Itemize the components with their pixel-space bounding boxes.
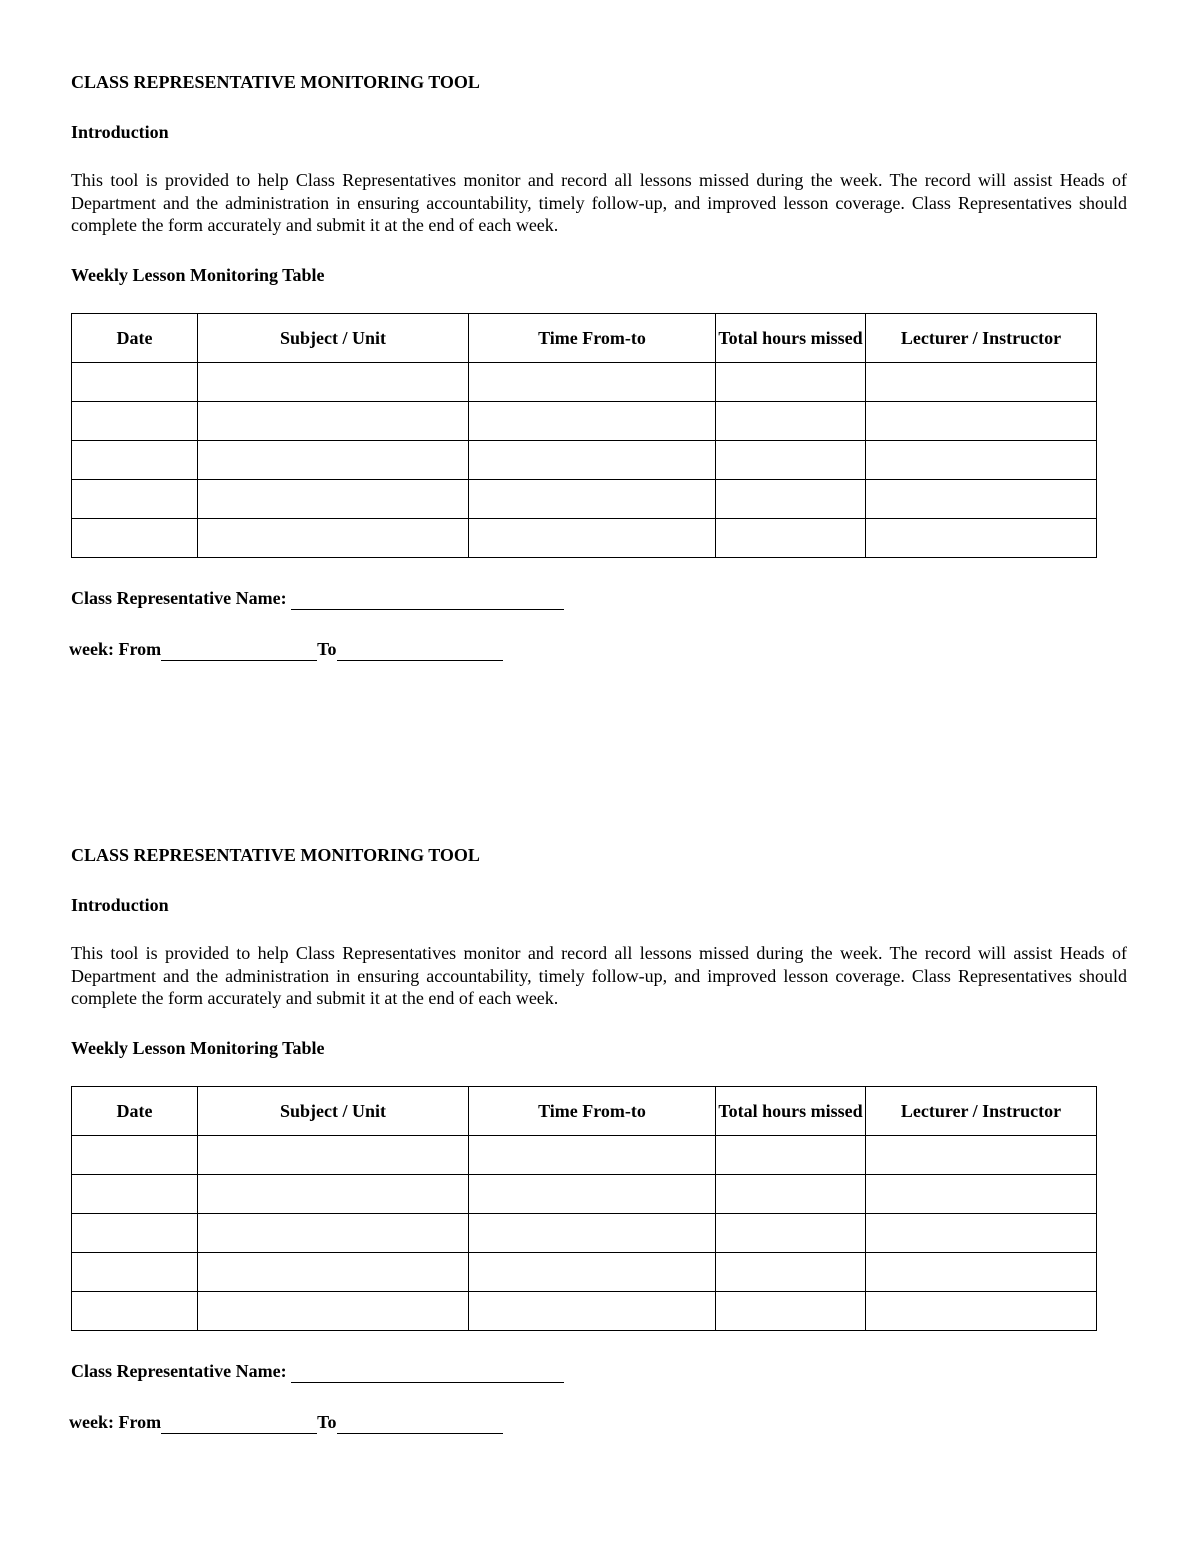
table-cell[interactable]: [469, 1135, 716, 1174]
table-cell[interactable]: [198, 1135, 469, 1174]
table-cell[interactable]: [469, 479, 716, 518]
week-from-label: week: From: [69, 1411, 162, 1432]
column-header-time: Time From-to: [469, 313, 716, 362]
table-row: [72, 362, 1097, 401]
document-title: CLASS REPRESENTATIVE MONITORING TOOL: [71, 72, 480, 92]
document-title: CLASS REPRESENTATIVE MONITORING TOOL: [71, 845, 480, 865]
table-row: [72, 1174, 1097, 1213]
table-cell[interactable]: [469, 440, 716, 479]
table-row: [72, 1135, 1097, 1174]
table-cell[interactable]: [716, 440, 866, 479]
introduction-text: This tool is provided to help Class Representatives monitor and record all lessons missed during the week. The record will assist Heads of Department and the administration in ensuring accountability, timely follow-up, and improved lesson coverage. Class Representatives should complete the form accurately and submit it at the end of each week.: [71, 943, 1127, 1008]
table-cell[interactable]: [716, 1213, 866, 1252]
monitoring-form-2: [71, 843, 1127, 1434]
table-cell[interactable]: [716, 362, 866, 401]
table-cell[interactable]: [469, 518, 716, 557]
table-heading: Weekly Lesson Monitoring Table: [71, 1037, 325, 1058]
column-header-date: Date: [72, 1086, 198, 1135]
table-row: [72, 440, 1097, 479]
table-cell[interactable]: [72, 440, 198, 479]
table-row: [72, 479, 1097, 518]
class-rep-name-line: [71, 1359, 1127, 1383]
table-cell[interactable]: [72, 1213, 198, 1252]
introduction-text: This tool is provided to help Class Representatives monitor and record all lessons missed during the week. The record will assist Heads of Department and the administration in ensuring accountability, timely follow-up, and improved lesson coverage. Class Representatives should complete the form accurately and submit it at the end of each week.: [71, 170, 1127, 235]
table-cell[interactable]: [866, 518, 1097, 557]
table-cell[interactable]: [866, 401, 1097, 440]
column-header-date: Date: [72, 313, 198, 362]
column-header-hours-missed: Total hours missed: [716, 1086, 866, 1135]
table-cell[interactable]: [866, 362, 1097, 401]
table-cell[interactable]: [716, 401, 866, 440]
table-cell[interactable]: [866, 440, 1097, 479]
table-cell[interactable]: [716, 1174, 866, 1213]
table-cell[interactable]: [198, 1252, 469, 1291]
table-cell[interactable]: [866, 1135, 1097, 1174]
class-rep-name-line: [71, 586, 1127, 610]
table-cell[interactable]: [716, 1252, 866, 1291]
table-cell[interactable]: [469, 1213, 716, 1252]
table-cell[interactable]: [716, 1135, 866, 1174]
table-cell[interactable]: [198, 440, 469, 479]
table-header-row: [72, 313, 1097, 362]
column-header-hours-missed: Total hours missed: [716, 313, 866, 362]
table-cell[interactable]: [716, 1291, 866, 1330]
table-cell[interactable]: [866, 1252, 1097, 1291]
table-cell[interactable]: [198, 1174, 469, 1213]
introduction-heading: Introduction: [71, 122, 169, 142]
week-range-line: [69, 637, 1127, 661]
table-row: [72, 1252, 1097, 1291]
week-range-line: [69, 1410, 1127, 1434]
table-cell[interactable]: [866, 1213, 1097, 1252]
table-cell[interactable]: [866, 1291, 1097, 1330]
table-cell[interactable]: [72, 1135, 198, 1174]
table-cell[interactable]: [198, 518, 469, 557]
table-cell[interactable]: [72, 518, 198, 557]
table-cell[interactable]: [866, 1174, 1097, 1213]
table-cell[interactable]: [198, 1213, 469, 1252]
table-header-row: [72, 1086, 1097, 1135]
class-rep-name-blank[interactable]: [291, 591, 564, 610]
table-cell[interactable]: [72, 1252, 198, 1291]
table-cell[interactable]: [469, 1291, 716, 1330]
week-to-blank[interactable]: [337, 1415, 503, 1434]
introduction-heading: Introduction: [71, 895, 169, 915]
week-from-blank[interactable]: [161, 642, 317, 661]
column-header-subject: Subject / Unit: [198, 1086, 469, 1135]
table-cell[interactable]: [469, 1252, 716, 1291]
table-cell[interactable]: [72, 401, 198, 440]
column-header-lecturer: Lecturer / Instructor: [866, 1086, 1097, 1135]
lesson-monitoring-table: [71, 1086, 1097, 1331]
column-header-subject: Subject / Unit: [198, 313, 469, 362]
week-to-label: To: [317, 638, 337, 659]
table-cell[interactable]: [198, 401, 469, 440]
class-rep-name-label: Class Representative Name:: [71, 1360, 287, 1381]
table-cell[interactable]: [198, 479, 469, 518]
table-row: [72, 1213, 1097, 1252]
table-cell[interactable]: [72, 1291, 198, 1330]
table-row: [72, 401, 1097, 440]
week-to-blank[interactable]: [337, 642, 503, 661]
week-to-label: To: [317, 1411, 337, 1432]
table-cell[interactable]: [469, 362, 716, 401]
lesson-monitoring-table: [71, 313, 1097, 558]
table-cell[interactable]: [469, 401, 716, 440]
table-cell[interactable]: [866, 479, 1097, 518]
table-cell[interactable]: [198, 362, 469, 401]
table-cell[interactable]: [198, 1291, 469, 1330]
table-row: [72, 1291, 1097, 1330]
class-rep-name-label: Class Representative Name:: [71, 587, 287, 608]
table-row: [72, 518, 1097, 557]
table-cell[interactable]: [72, 479, 198, 518]
table-cell[interactable]: [469, 1174, 716, 1213]
week-from-blank[interactable]: [161, 1415, 317, 1434]
week-from-label: week: From: [69, 638, 162, 659]
column-header-lecturer: Lecturer / Instructor: [866, 313, 1097, 362]
class-rep-name-blank[interactable]: [291, 1364, 564, 1383]
column-header-time: Time From-to: [469, 1086, 716, 1135]
monitoring-form-1: [71, 70, 1127, 661]
table-cell[interactable]: [716, 518, 866, 557]
table-heading: Weekly Lesson Monitoring Table: [71, 264, 325, 285]
table-cell[interactable]: [72, 1174, 198, 1213]
table-cell[interactable]: [716, 479, 866, 518]
table-cell[interactable]: [72, 362, 198, 401]
